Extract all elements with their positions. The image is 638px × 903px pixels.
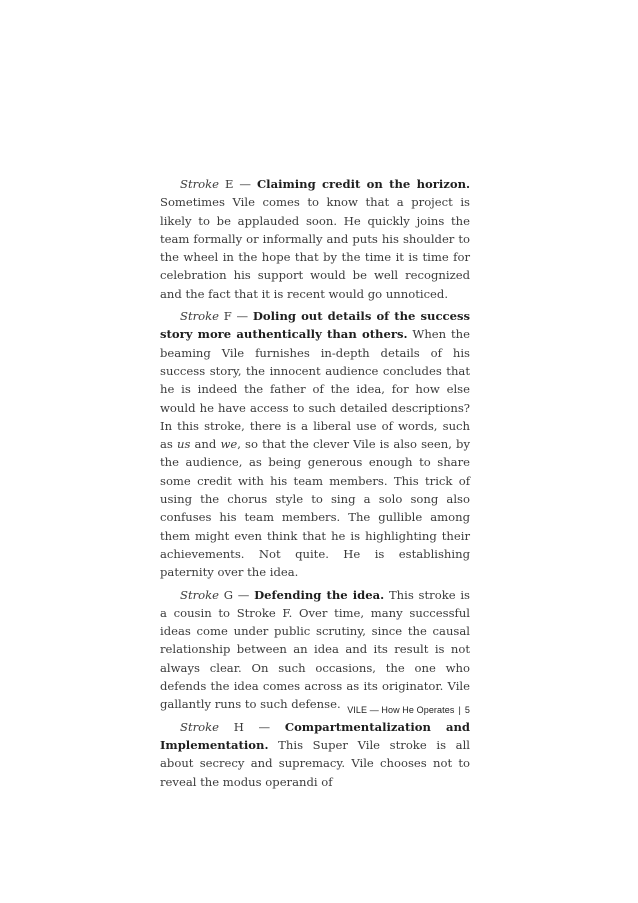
- stroke-body: and: [190, 437, 221, 452]
- paragraph-stroke-g: [160, 586, 470, 714]
- page-footer: [160, 705, 470, 715]
- stroke-letter: F: [223, 309, 232, 324]
- stroke-dash: —: [239, 177, 251, 191]
- stroke-heading: Compartmentalization and Implementation.: [160, 719, 471, 752]
- stroke-body: , so that the clever Vile is also seen, by the audience, as being generous enough to share some credit with his team members. This trick of using the chorus style to sing a solo song also confuses his team members. The gullible among them might even think that he is highlighting their achievements. Not quite. He is establishing paternity over the idea.: [160, 437, 470, 580]
- paragraph-stroke-h: [160, 718, 470, 791]
- stroke-body: This stroke is a cousin to Stroke F. Over time, many successful ideas come under public scrutiny, since the causal relationship between an idea and its result is not always clear. On such occasions, the one who defends the idea comes across as its originator. Vile gallantly runs to such defense.: [160, 587, 470, 712]
- emphasis-word: we: [220, 437, 238, 452]
- paragraph-stroke-e: [160, 175, 470, 303]
- stroke-letter: H: [233, 719, 244, 734]
- stroke-heading: Claiming credit on the horizon.: [256, 177, 471, 191]
- footer-separator: |: [458, 705, 461, 715]
- stroke-dash: —: [258, 719, 271, 734]
- stroke-heading: Doling out details of the success story more authentically than others.: [160, 309, 470, 342]
- paragraph-stroke-f: [160, 307, 470, 581]
- stroke-body: Sometimes Vile comes to know that a project is likely to be applauded soon. He quickly joins the team formally or informally and puts his shoulder to the wheel in the hope that by the time it is time for celebration his support would be well recognized and the fact that it is recent would go unnoticed.: [160, 195, 470, 301]
- running-title: VILE — How He Operates: [347, 705, 455, 715]
- stroke-label: Stroke: [180, 587, 220, 602]
- stroke-heading: Defending the idea.: [254, 587, 385, 602]
- stroke-label: Stroke: [180, 309, 220, 324]
- stroke-label: Stroke: [180, 719, 220, 734]
- stroke-dash: —: [237, 587, 250, 602]
- emphasis-word: us: [176, 437, 191, 452]
- stroke-body: This Super Vile stroke is all about secrecy and supremacy. Vile chooses not to reveal the modus operandi of: [160, 737, 471, 789]
- stroke-label: Stroke: [180, 177, 220, 191]
- stroke-dash: —: [236, 309, 249, 324]
- page-number: 5: [464, 705, 470, 715]
- page-body: [160, 175, 470, 791]
- stroke-letter: G: [223, 587, 234, 602]
- stroke-body: When the beaming Vile furnishes in-depth details of his success story, the innocent audience concludes that he is indeed the father of the idea, for how else would he have access to such detailed descriptions? In this stroke, there is a liberal use of words, such as: [160, 327, 470, 452]
- stroke-letter: E: [224, 177, 234, 191]
